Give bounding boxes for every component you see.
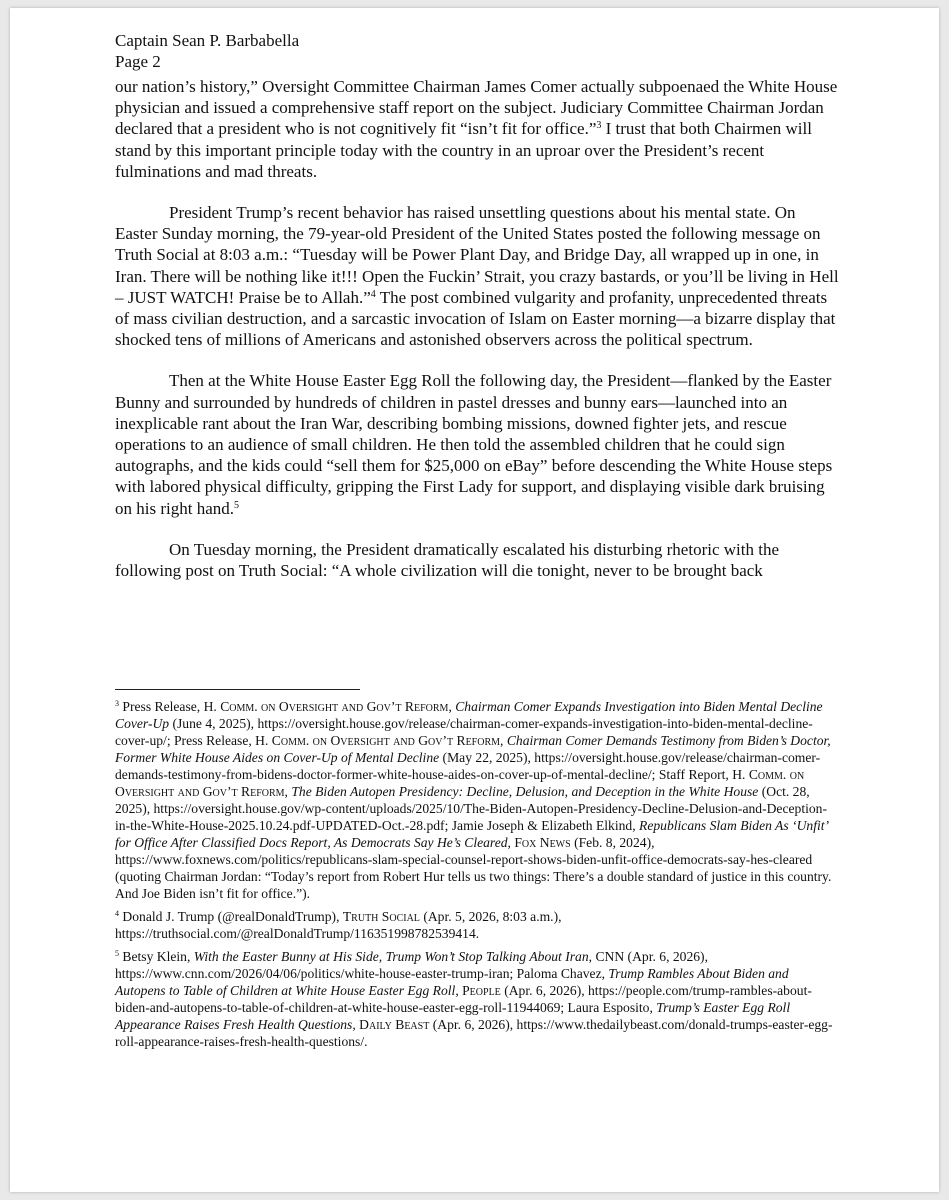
footnote-separator <box>115 689 360 690</box>
header-page-number: Page 2 <box>115 52 161 71</box>
footnote-ref-4: 4 <box>370 288 376 300</box>
footnote-5: $^5$ Betsy Klein, With the Easter Bunny at His Side, Trump Won’t Stop Talking About Iran, CNN (Apr. 6, 2026), https://www.cnn.com/2026/04/06/politics/white-house-easter-trump-iran; Paloma Chavez, Trump Rambles About Biden and Autopens to Table of Children at White House Easter Egg Roll, People (Apr. 6, 2026), https://people.com/trump-rambles-about-biden-and-autopens-to-table-of-children-at-white-house-easter-egg-roll-11944069; Laura Esposito, Trump’s Easter Egg Roll Appearance Raises Fresh Health Questions, Daily Beast (Apr. 6, 2026), https://www.thedailybeast.com/donald-trumps-easter-egg-roll-appearance-raises-fresh-health-questions/. <box>115 949 833 1049</box>
paragraph-1: our nation’s history,” Oversight Committee Chairman James Comer actually subpoenaed the White House physician and issued a comprehensive staff report on the subject. Judiciary Committee Chairman Jordan declared that a president who is not cognitively fit “isn’t fit for office.”$^3$ I trust that both Chairmen will stand by this important principle today with the country in an uproar over the President’s recent fulminations and mad threats. <box>115 77 838 181</box>
paragraph-3: Then at the White House Easter Egg Roll the following day, the President—flanked by the Easter Bunny and surrounded by hundreds of children in pastel dresses and bunny ears—launched into an inexplicable rant about the Iran War, describing bombing missions, downed fighter jets, and rescue operations to an audience of small children. He then told the assembled children that he could sign autographs, and the kids could “sell them for $25,000 on eBay” before descending the White House steps with labored physical difficulty, gripping the First Lady for support, and displaying visible dark bruising on his right hand.$^5$ <box>115 371 833 518</box>
paragraph-4: On Tuesday morning, the President dramatically escalated his disturbing rhetoric with the following post on Truth Social: “A whole civilization will die tonight, never to be brought back <box>115 539 779 581</box>
document-page <box>10 8 939 1192</box>
page-content <box>115 30 842 601</box>
footnote-ref-5: 5 <box>234 499 239 511</box>
header-recipient: Captain Sean P. Barbabella <box>115 31 300 50</box>
paragraph-2: President Trump’s recent behavior has raised unsettling questions about his mental state. On Easter Sunday morning, the 79-year-old President of the United States posted the following message on Truth Social at 8:03 a.m.: “Tuesday will be Power Plant Day, and Bridge Day, all wrapped up in one, in Iran. There will be nothing like it!!! Open the Fuckin’ Strait, you crazy bastards, or you’ll be living in Hell – JUST WATCH! Praise be to Allah.”$^4$ The post combined vulgarity and profanity, unprecedented threats of mass civilian destruction, and a sarcastic invocation of Islam on Easter morning—a bizarre display that shocked tens of millions of Americans and astonished observers across the political spectrum. <box>115 203 839 350</box>
body-text <box>115 76 842 581</box>
footnote-4: $^4$ Donald J. Trump (@realDonaldTrump), Truth Social (Apr. 5, 2026, 8:03 a.m.), https://truthsocial.com/@realDonaldTrump/116351998782539414. <box>115 909 562 941</box>
footnote-3: $^3$ Press Release, H. Comm. on Oversight and Gov’t Reform, Chairman Comer Expands Investigation into Biden Mental Decline Cover-Up (June 4, 2025), https://oversight.house.gov/release/chairman-comer-expands-investigation-into-biden-mental-decline-cover-up/; Press Release, H. Comm. on Oversight and Gov’t Reform, Chairman Comer Demands Testimony from Biden’s Doctor, Former White House Aides on Cover-Up of Mental Decline (May 22, 2025), https://oversight.house.gov/release/chairman-comer-demands-testimony-from-bidens-doctor-former-white-house-aides-on-cover-up-of-mental-decline/; Staff Report, H. Comm. on Oversight and Gov’t Reform, The Biden Autopen Presidency: Decline, Delusion, and Deception in the White House (Oct. 28, 2025), https://oversight.house.gov/wp-content/uploads/2025/10/The-Biden-Autopen-Presidency-Decline-Delusion-and-Deception-in-the-White-House-2025.10.24.pdf-UPDATED-Oct.-28.pdf; Jamie Joseph & Elizabeth Elkind, Republicans Slam Biden As ‘Unfit’ for Office After Classified Docs Report, As Democrats Say He’s Cleared, Fox News (Feb. 8, 2024), https://www.foxnews.com/politics/republicans-slam-special-counsel-report-shows-biden-unfit-office-democrats-say-hes-cleared (quoting Chairman Jordan: “Today’s report from Robert Hur tells us two things: There’s a double standard of justice in this country. And Joe Biden isn’t fit for office.”). <box>115 699 832 901</box>
letter-header <box>115 30 842 72</box>
footnote-ref-3: 3 <box>596 120 602 132</box>
footnotes <box>115 698 840 1056</box>
